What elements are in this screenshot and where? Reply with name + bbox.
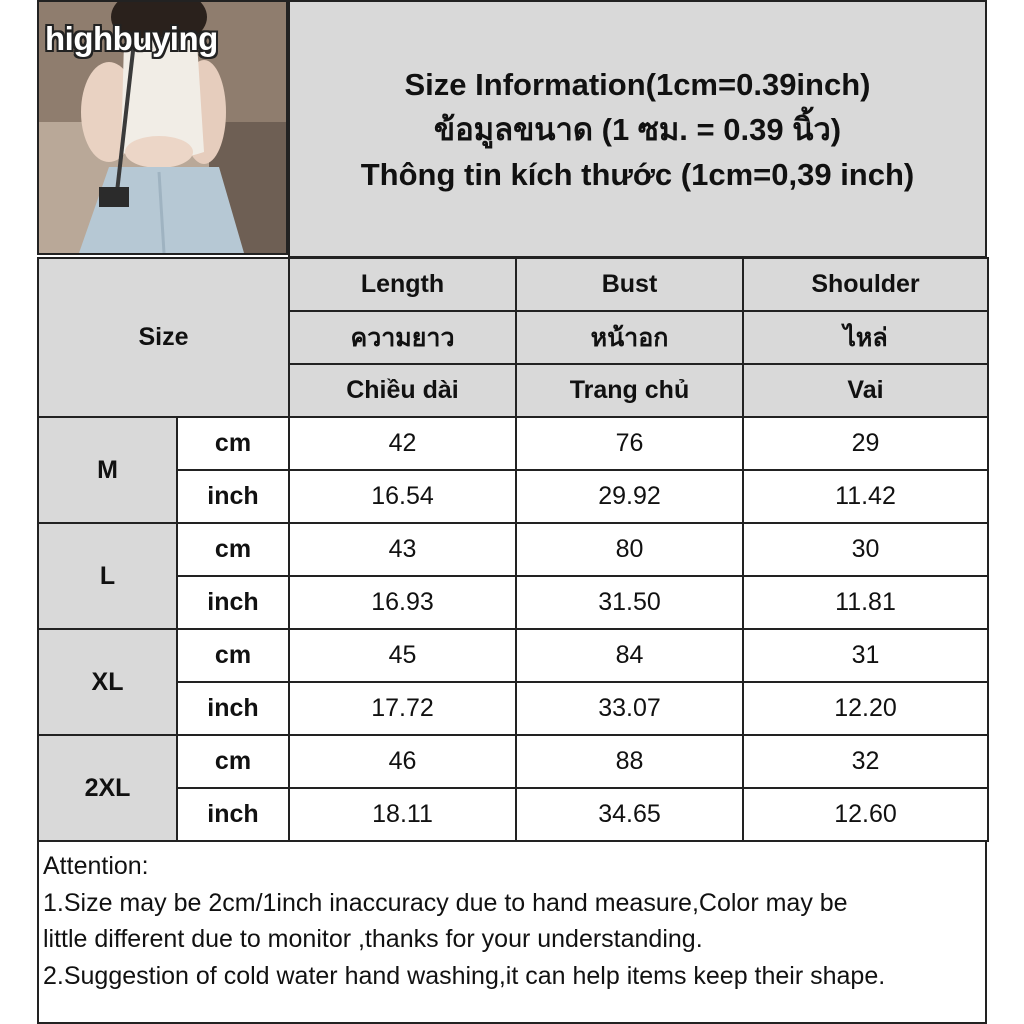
size-table bbox=[37, 257, 989, 842]
table-cell: 11.42 bbox=[743, 470, 988, 523]
unit-label: inch bbox=[177, 470, 289, 523]
col-header-shoulder-th: ไหล่ bbox=[743, 311, 988, 364]
unit-label: cm bbox=[177, 629, 289, 682]
table-cell: 12.60 bbox=[743, 788, 988, 841]
size-header: Size bbox=[38, 258, 289, 417]
info-line-en: Size Information(1cm=0.39inch) bbox=[404, 66, 871, 102]
col-header-length-th: ความยาว bbox=[289, 311, 516, 364]
info-line-th: ข้อมูลขนาด (1 ซม. = 0.39 นิ้ว) bbox=[433, 111, 842, 147]
unit-label: inch bbox=[177, 576, 289, 629]
table-row bbox=[38, 417, 988, 470]
table-cell: 42 bbox=[289, 417, 516, 470]
attention-title: Attention: bbox=[43, 852, 149, 880]
table-cell: 16.54 bbox=[289, 470, 516, 523]
col-header-shoulder-vi: Vai bbox=[743, 364, 988, 417]
table-cell: 31 bbox=[743, 629, 988, 682]
watermark-logo: highbuying bbox=[45, 20, 218, 57]
table-cell: 18.11 bbox=[289, 788, 516, 841]
table-cell: 29.92 bbox=[516, 470, 743, 523]
col-header-shoulder-en: Shoulder bbox=[743, 258, 988, 311]
unit-label: inch bbox=[177, 788, 289, 841]
table-row bbox=[38, 523, 988, 576]
attention-line-1: 1.Size may be 2cm/1inch inaccuracy due to hand measure,Color may be bbox=[43, 888, 848, 917]
table-cell: 43 bbox=[289, 523, 516, 576]
col-header-bust-th: หน้าอก bbox=[516, 311, 743, 364]
table-cell: 17.72 bbox=[289, 682, 516, 735]
unit-label: cm bbox=[177, 417, 289, 470]
col-header-length-en: Length bbox=[289, 258, 516, 311]
unit-label: cm bbox=[177, 523, 289, 576]
table-cell: 88 bbox=[516, 735, 743, 788]
table-cell: 80 bbox=[516, 523, 743, 576]
table-cell: 16.93 bbox=[289, 576, 516, 629]
unit-label: cm bbox=[177, 735, 289, 788]
table-cell: 45 bbox=[289, 629, 516, 682]
size-label: L bbox=[38, 523, 177, 629]
size-label: XL bbox=[38, 629, 177, 735]
table-cell: 31.50 bbox=[516, 576, 743, 629]
table-cell: 32 bbox=[743, 735, 988, 788]
table-row bbox=[38, 788, 988, 841]
table-row bbox=[38, 629, 988, 682]
table-row bbox=[38, 576, 988, 629]
col-header-length-vi: Chiều dài bbox=[289, 364, 516, 417]
col-header-bust-vi: Trang chủ bbox=[516, 364, 743, 417]
attention-line-2: little different due to monitor ,thanks for your understanding. bbox=[43, 925, 703, 953]
info-line-vi: Thông tin kích thước (1cm=0,39 inch) bbox=[360, 156, 915, 192]
table-cell: 46 bbox=[289, 735, 516, 788]
col-header-bust-en: Bust bbox=[516, 258, 743, 311]
table-cell: 11.81 bbox=[743, 576, 988, 629]
attention-notes bbox=[37, 840, 987, 1024]
size-label: 2XL bbox=[38, 735, 177, 841]
table-cell: 76 bbox=[516, 417, 743, 470]
table-row bbox=[38, 735, 988, 788]
table-cell: 29 bbox=[743, 417, 988, 470]
table-cell: 30 bbox=[743, 523, 988, 576]
table-row bbox=[38, 682, 988, 735]
table-row bbox=[38, 470, 988, 523]
size-info-header bbox=[288, 0, 987, 258]
table-cell: 33.07 bbox=[516, 682, 743, 735]
table-cell: 34.65 bbox=[516, 788, 743, 841]
size-label: M bbox=[38, 417, 177, 523]
attention-line-3: 2.Suggestion of cold water hand washing,it can help items keep their shape. bbox=[43, 961, 886, 990]
unit-label: inch bbox=[177, 682, 289, 735]
table-cell: 12.20 bbox=[743, 682, 988, 735]
table-cell: 84 bbox=[516, 629, 743, 682]
